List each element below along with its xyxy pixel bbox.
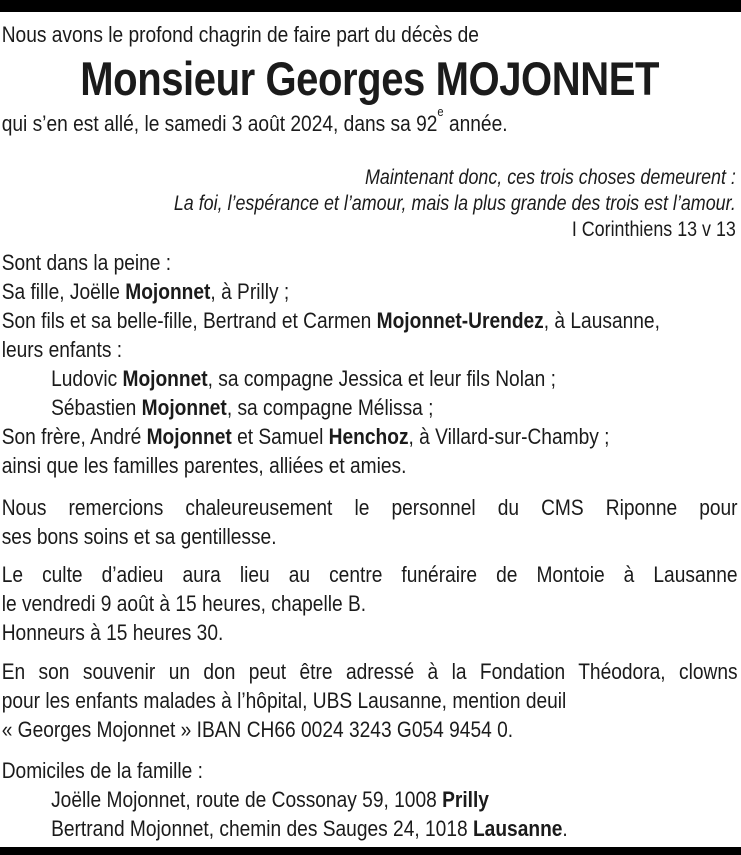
body-blocks bbox=[2, 248, 738, 843]
text-line: Sébastien Mojonnet, sa compagne Mélissa ; bbox=[51, 395, 434, 420]
domiciles-block bbox=[2, 756, 738, 843]
date-text-before: qui s’en est allé, le samedi 3 août 2024, dans sa 92 bbox=[1, 111, 438, 136]
quote-line: Maintenant donc, ces trois choses demeurent : bbox=[365, 166, 736, 189]
text-line: Ludovic Mojonnet, sa compagne Jessica et leur fils Nolan ; bbox=[51, 366, 556, 391]
text-line: Bertrand Mojonnet, chemin des Sauges 24, 1018 Lausanne. bbox=[51, 816, 568, 841]
bottom-border bbox=[0, 847, 741, 855]
text-line: Joëlle Mojonnet, route de Cossonay 59, 1008 Prilly bbox=[51, 787, 489, 812]
donation-block bbox=[2, 657, 738, 744]
scripture-reference: I Corinthiens 13 v 13 bbox=[571, 218, 736, 241]
text-line: Le culte d’adieu aura lieu au centre funéraire de Montoie à Lausanne bbox=[1, 562, 738, 587]
age-superscript: e bbox=[437, 103, 444, 119]
text-line: Sont dans la peine : bbox=[1, 250, 172, 275]
text-line: « Georges Mojonnet » IBAN CH66 0024 3243 G054 9454 0. bbox=[1, 717, 514, 742]
family-block bbox=[2, 248, 738, 480]
text-line: Son frère, André Mojonnet et Samuel Henchoz, à Villard-sur-Chamby ; bbox=[1, 424, 610, 449]
text-line: le vendredi 9 août à 15 heures, chapelle B. bbox=[1, 591, 367, 616]
scripture-quote bbox=[2, 165, 738, 243]
thanks-block bbox=[2, 493, 738, 551]
top-border bbox=[0, 0, 741, 12]
text-line: Domiciles de la famille : bbox=[1, 758, 203, 783]
text-line: Son fils et sa belle-fille, Bertrand et Carmen Mojonnet-Urendez, à Lausanne, bbox=[1, 308, 660, 333]
text-line: Honneurs à 15 heures 30. bbox=[1, 620, 224, 645]
text-line: Sa fille, Joëlle Mojonnet, à Prilly ; bbox=[1, 279, 290, 304]
text-line: leurs enfants : bbox=[1, 337, 123, 362]
announcement-content bbox=[0, 12, 741, 843]
deceased-name: Monsieur Georges MOJONNET bbox=[80, 52, 660, 105]
date-line bbox=[1, 103, 738, 138]
text-line: ses bons soins et sa gentillesse. bbox=[1, 524, 277, 549]
quote-line: La foi, l’espérance et l’amour, mais la plus grande des trois est l’amour. bbox=[173, 192, 736, 215]
date-text-after: année. bbox=[443, 111, 508, 136]
text-line: En son souvenir un don peut être adressé à la Fondation Théodora, clowns bbox=[1, 659, 738, 684]
text-line: ainsi que les familles parentes, alliées et amies. bbox=[1, 453, 407, 478]
ceremony-block bbox=[2, 560, 738, 647]
intro-line: Nous avons le profond chagrin de faire part du décès de bbox=[1, 22, 479, 47]
text-line: pour les enfants malades à l’hôpital, UBS Lausanne, mention deuil bbox=[1, 688, 567, 713]
text-line: Nous remercions chaleureusement le personnel du CMS Riponne pour bbox=[1, 495, 738, 520]
